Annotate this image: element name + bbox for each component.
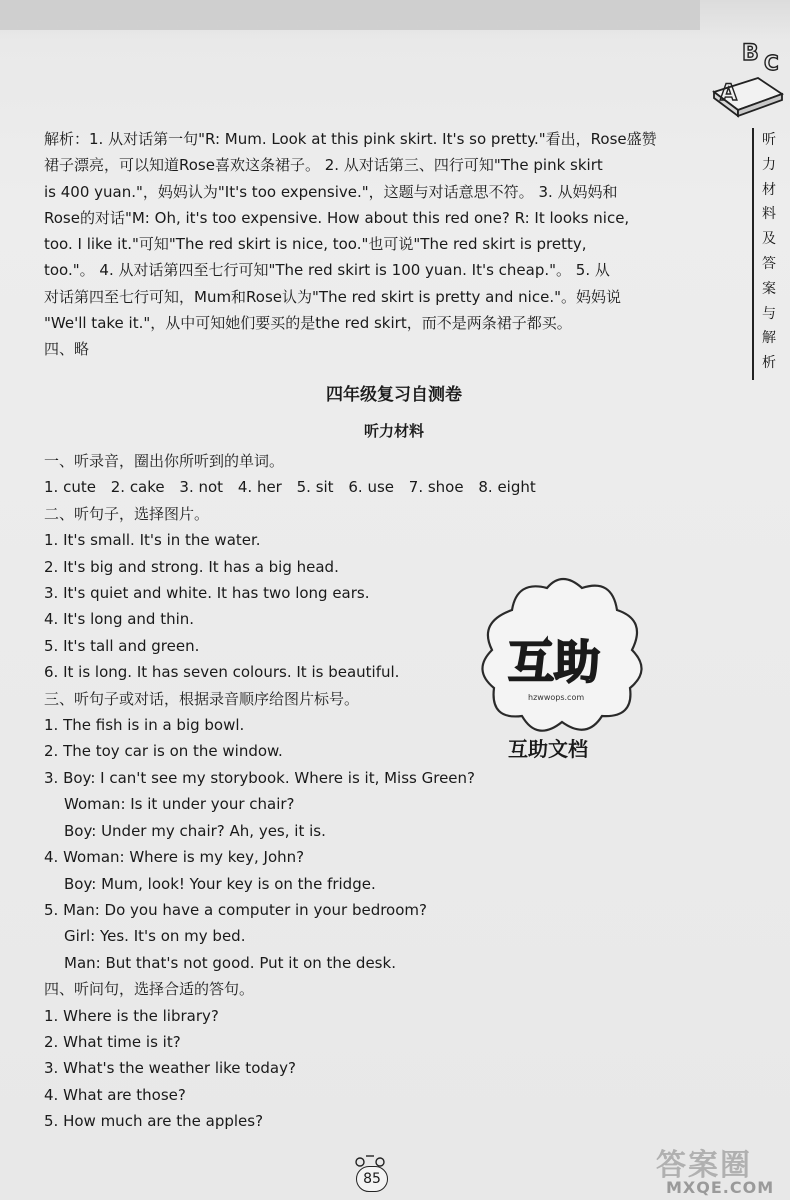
watermark-url: MXQE.COM (666, 1178, 775, 1197)
svg-text:互助: 互助 (508, 635, 600, 689)
abc-book-logo-icon (706, 30, 786, 120)
part-three-item: 5. Man: Do you have a computer in your bedroom? (44, 900, 427, 919)
analysis-paragraph (44, 126, 744, 336)
side-tab-char: 听 (762, 132, 776, 148)
side-tab-char: 及 (762, 231, 776, 248)
analysis-line: 解析：1. 从对话第一句"R: Mum. Look at this pink skirt. It's so pretty."看出，Rose盛赞 (44, 130, 657, 148)
cloud-stamp-icon (472, 570, 652, 770)
part-two-item: 5. It's tall and green. (44, 636, 200, 655)
svg-text:hzwwops.com: hzwwops.com (528, 693, 585, 702)
page-number-value: 85 (356, 1166, 388, 1192)
side-tab-char: 材 (762, 181, 776, 198)
side-tab-char: 与 (762, 305, 776, 322)
word-item: 1. cute (44, 478, 96, 497)
part-three-heading: 三、听句子或对话，根据录音顺序给图片标号。 (44, 689, 360, 708)
word-item: 6. use (348, 478, 394, 497)
part-three-item: 3. Boy: I can't see my storybook. Where is it, Miss Green? (44, 768, 476, 787)
analysis-line: too."。 4. 从对话第四至七行可知"The red skirt is 100 yuan. It's cheap."。 5. 从 (44, 261, 610, 280)
side-tab-char: 力 (762, 156, 776, 173)
side-tab-char: 料 (762, 206, 776, 223)
exam-title: 四年级复习自测卷 (326, 385, 462, 405)
side-tab-char: 析 (762, 355, 776, 372)
listening-material (44, 448, 744, 1135)
part-four-item: 3. What's the weather like today? (44, 1059, 296, 1078)
part-one-heading: 一、听录音，圈出你所听到的单词。 (44, 452, 285, 470)
side-tab-char: 解 (762, 330, 776, 347)
svg-text:A: A (720, 81, 738, 106)
side-tab-char: 案 (762, 280, 776, 297)
listening-material-title: 听力材料 (363, 422, 424, 440)
part-four-heading: 四、听问句，选择合适的答句。 (44, 980, 255, 999)
part-one-words (44, 474, 744, 500)
part-three-item: Man: But that's not good. Put it on the desk. (64, 953, 396, 972)
analysis-line: too. I like it."可知"The red skirt is nice, too."也可说"The red skirt is pretty, (44, 235, 587, 254)
analysis-line: 裙子漂亮，可以知道Rose喜欢这条裙子。 2. 从对话第三、四行可知"The pink skirt (44, 156, 603, 175)
part-three-item: 1. The fish is in a big bowl. (44, 716, 245, 735)
part-four-item: 2. What time is it? (44, 1032, 181, 1051)
part-three-item: 4. Woman: Where is my key, John? (44, 848, 305, 867)
part-two-heading: 二、听句子，选择图片。 (44, 504, 210, 523)
analysis-line: "We'll take it."，从中可知她们要买的是the red skirt，而不是两条裙子都买。 (44, 314, 572, 333)
page-number (352, 1152, 388, 1192)
side-tab (752, 128, 784, 380)
svg-text:C: C (764, 51, 779, 75)
section-four-note: 四、略 (44, 340, 90, 359)
word-item: 8. eight (478, 478, 536, 497)
word-item: 2. cake (110, 478, 165, 497)
part-three-item: Girl: Yes. It's on my bed. (64, 927, 246, 946)
part-four-item: 4. What are those? (44, 1085, 186, 1104)
site-watermark (650, 1140, 790, 1200)
word-item: 4. her (237, 478, 282, 497)
hutzhu-stamp (472, 570, 652, 770)
watermark-title: 答案圈 (656, 1148, 752, 1183)
part-four-item: 5. How much are the apples? (44, 1112, 264, 1131)
side-tab-char: 答 (762, 255, 776, 272)
svg-text:互助文档: 互助文档 (508, 737, 588, 761)
part-two-item: 2. It's big and strong. It has a big head. (44, 557, 339, 576)
word-item: 3. not (179, 478, 224, 497)
top-decoration (0, 0, 700, 30)
part-three-item: 2. The toy car is on the window. (44, 742, 283, 761)
analysis-line: is 400 yuan."，妈妈认为"It's too expensive."，这题与对话意思不符。 3. 从妈妈和 (44, 182, 618, 201)
part-three-item: Boy: Mum, look! Your key is on the fridge. (64, 874, 376, 893)
part-two-item: 3. It's quiet and white. It has two long ears. (44, 584, 370, 603)
part-two-item: 4. It's long and thin. (44, 610, 195, 629)
word-item: 7. shoe (408, 478, 464, 497)
part-three-item: Woman: Is it under your chair? (64, 795, 295, 814)
analysis-line: 对话第四至七行可知，Mum和Rose认为"The red skirt is pretty and nice."。妈妈说 (44, 287, 621, 306)
part-two-item: 1. It's small. It's in the water. (44, 531, 261, 550)
word-item: 5. sit (296, 478, 334, 497)
part-two-item: 6. It is long. It has seven colours. It is beautiful. (44, 663, 400, 682)
part-four-item: 1. Where is the library? (44, 1006, 219, 1025)
analysis-line: Rose的对话"M: Oh, it's too expensive. How about this red one? R: It looks nice, (44, 208, 630, 227)
svg-text:B: B (742, 41, 759, 66)
part-three-item: Boy: Under my chair? Ah, yes, it is. (64, 821, 326, 840)
